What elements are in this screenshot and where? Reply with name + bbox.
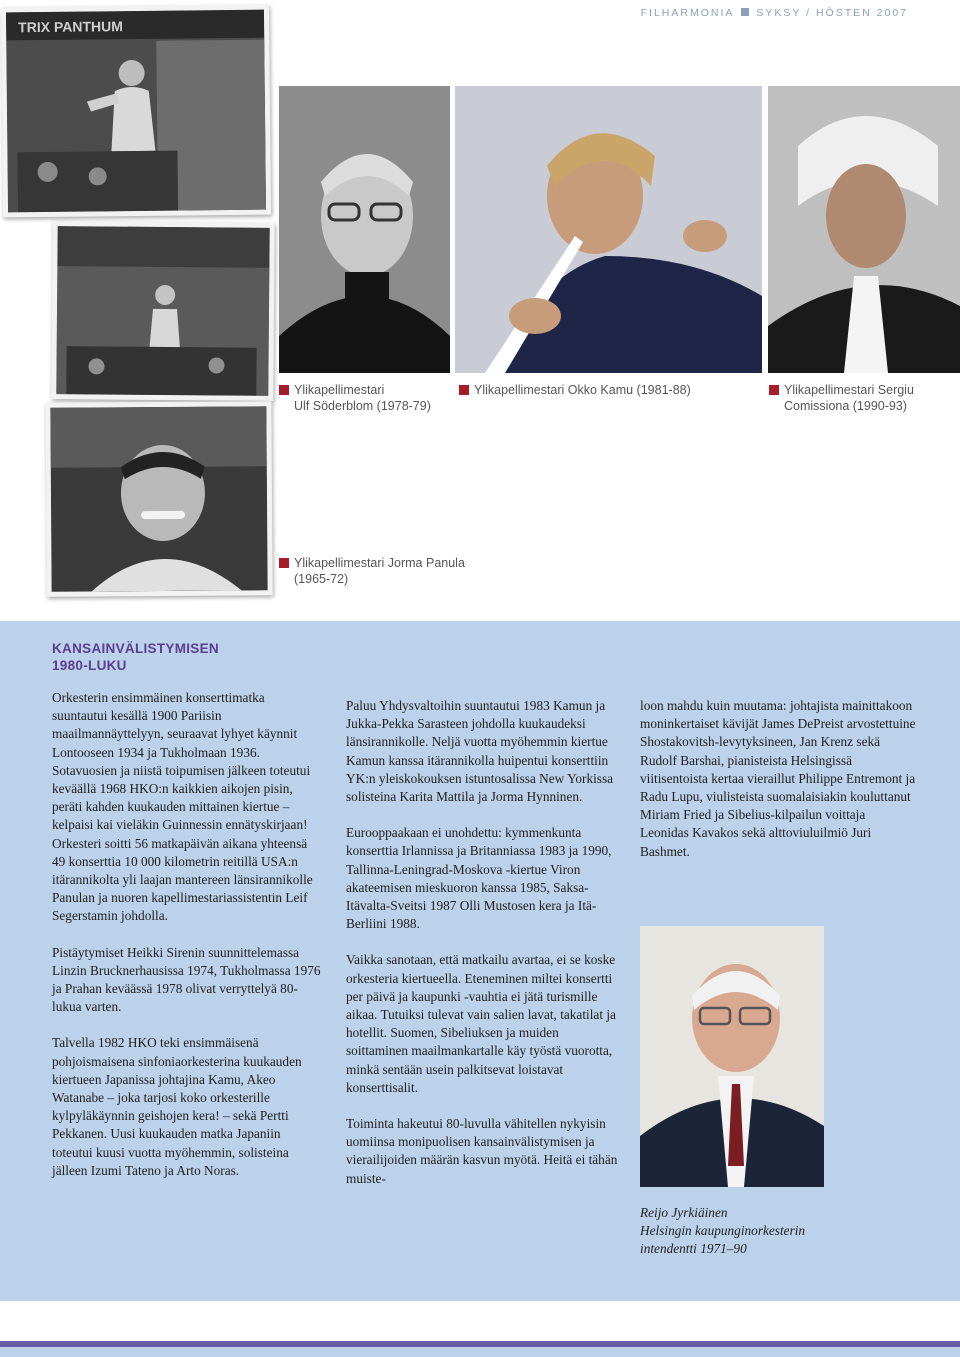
issue-label: SYKSY / HÖSTEN 2007: [756, 7, 908, 19]
photo-soderblom: [279, 86, 450, 373]
article-column-3: [640, 697, 916, 879]
caption-panula: Ylikapellimestari Jorma Panula (1965-72): [279, 555, 539, 587]
photo-jyrkiainen: [640, 926, 824, 1187]
caption-soderblom: Ylikapellimestari Ulf Söderblom (1978-79): [279, 382, 449, 414]
print-sign-text: TRIX PANTHUM: [18, 18, 123, 36]
caption-kamu: Ylikapellimestari Okko Kamu (1981-88): [459, 382, 759, 398]
portrait-caption: Reijo Jyrkiäinen Helsingin kaupunginorkesterin intendentti 1971–90: [640, 1205, 806, 1257]
article-column-1: [52, 689, 322, 1198]
section-title: KANSAINVÄLISTYMISEN 1980-LUKU: [52, 641, 219, 673]
photo-print-rehearsal-middle: [51, 221, 275, 401]
photo-kamu: [455, 86, 762, 373]
paragraph: Vaikka sanotaan, että matkailu avartaa, ei se koske orkesteria kiertueella. Eteneminen miltei konsertti per päivä ja kaupunki -vauhtia ei jätä turismille aikaa. Tutuiksi tulevat vain salien lavat, takatilat ja hotellit. Suomen, Sibeliuksen ja muiden soittaminen maailmankartalle käy työstä vuorotta, minkä sentään usein palkitsevat loistavat konserttisalit.: [346, 952, 616, 1095]
photo-print-panula: [45, 401, 272, 597]
caption-square-icon: [769, 385, 779, 395]
header-square-icon: [741, 8, 749, 16]
page-header: [641, 7, 908, 19]
caption-square-icon: [459, 385, 469, 395]
magazine-name: FILHARMONIA: [640, 7, 735, 19]
paragraph: Orkesterin ensimmäinen konserttimatka suuntautui kesällä 1900 Pariisin maailmannäyttelyyn, seuraavat lyhyet käynnit Lontooseen 1934 ja Tukholmaan 1936. Sotavuosien ja niistä toipumisen jälkeen toteutui keväällä 1968 HKO:n kaikkien aikojen pisin, peräti kahden kuukauden mittainen kiertue – kelpaisi kai vieläkin Guinnessin ennätyskirjaan! Orkesteri soitti 56 matkapäivän aikana yhteensä 49 konserttia 10 000 kilometrin reitillä USA:n itärannikolta yli laajan mantereen länsirannikolle Panulan ja nuoren kapellimestariassistentin Leif Segerstamin johdolla.: [52, 690, 313, 924]
caption-square-icon: [279, 558, 289, 568]
photo-comissiona: [768, 86, 960, 373]
paragraph: Eurooppaakaan ei unohdettu: kymmenkunta konserttia Irlannissa ja Britanniassa 1983 ja 1990, Tallinna-Leningrad-Moskova -kiertue Viron akateemisen mieskuoron kanssa 1985, Saksa-Itävalta-Sveitsi 1987 Olli Mustosen kera ja Itä-Berliini 1988.: [346, 825, 612, 932]
footer-bar-light: [0, 1347, 960, 1357]
paragraph: Talvella 1982 HKO teki ensimmäisenä pohjoismaisena sinfoniaorkesterina kuukauden kiertueen Japanissa johtajina Kamu, Akeo Watanabe – joka tarjosi koko orkesterille kylpyläkäynnin geishojen kera! – sekä Pertti Pekkanen. Uusi kuukauden matka Japaniin toteutui kuusi vuotta myöhemmin, solisteina jälleen Izumi Tateno ja Arto Noras.: [52, 1035, 302, 1178]
caption-comissiona: Ylikapellimestari Sergiu Comissiona (1990-93): [769, 382, 959, 414]
paragraph: Pistäytymiset Heikki Sirenin suunnittelemassa Linzin Brucknerhausissa 1974, Tukholmassa 1976 ja Prahan keväässä 1978 olivat verryttelyä 80-lukua varten.: [52, 944, 321, 1015]
paragraph: Toiminta hakeutui 80-luvulla vähitellen nykyisin uomiinsa monipuolisen kansainvälistymisen ja vierailijoiden määrän kasvun myötä. Heitä ei tähän muiste-: [346, 1116, 618, 1186]
paragraph: Paluu Yhdysvaltoihin suuntautui 1983 Kamun ja Jukka-Pekka Sarasteen johdolla kuukaudeksi länsirannikolle. Neljä vuotta myöhemmin kiertue Kamun kanssa itärannikolla huipentui konserttiin YK:n yleiskokouksen istuntosalissa New Yorkissa solisteina Karita Mattila ja Jorma Hynninen.: [346, 698, 614, 805]
caption-square-icon: [279, 385, 289, 395]
paragraph: loon mahdu kuin muutama: johtajista mainittakoon moninkertaiset kävijät James DePreist arvostettuine Shostakovitsh-levytyksineen, Jan Krenz sekä Rudolf Barshai, pianisteista Helsingissä viitisentoista kertaa vieraillut Philippe Entremont ja Radu Lupu, viulisteista suomalaisiakin kouluttanut Miriam Fried ja Sibelius-kilpailun voittaja Leonidas Kavakos sekä alttoviuluilmiö Juri Bashmet.: [640, 698, 916, 859]
photo-print-rehearsal-top: [1, 5, 271, 218]
article-column-2: [346, 697, 622, 1206]
